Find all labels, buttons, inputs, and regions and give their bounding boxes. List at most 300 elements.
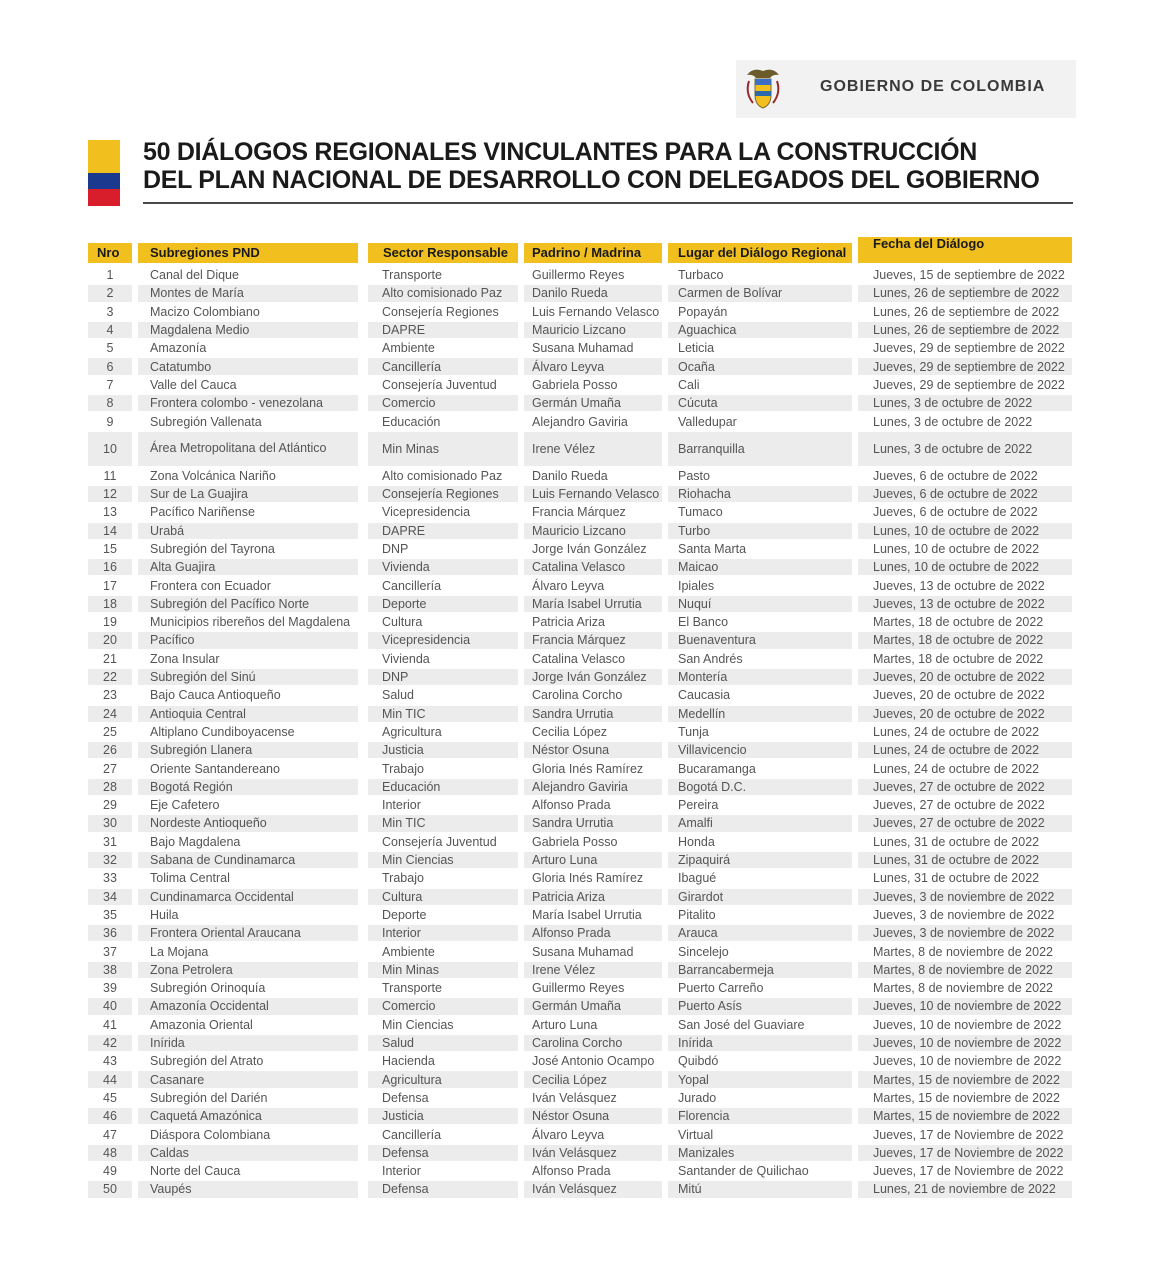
table-row [88, 1070, 1072, 1088]
row-sector: Salud [382, 688, 414, 703]
row-fecha: Martes, 15 de noviembre de 2022 [858, 1108, 1072, 1124]
row-number: 46 [88, 1108, 132, 1124]
row-padrino: Arturo Luna [532, 1017, 598, 1032]
table-row [88, 1144, 1072, 1162]
row-padrino: Luis Fernando Velasco [532, 304, 660, 319]
row-padrino: Sandra Urrutia [524, 706, 662, 722]
table-row [88, 1016, 1072, 1034]
row-sector: Defensa [368, 1181, 518, 1197]
row-number: 9 [106, 414, 114, 429]
row-lugar: Barranquilla [668, 432, 852, 466]
table-row [88, 961, 1072, 979]
row-subregion: Subregión del Tayrona [150, 542, 275, 556]
row-lugar: Jurado [678, 1090, 717, 1105]
row-fecha: Jueves, 17 de Noviembre de 2022 [873, 1164, 1064, 1179]
row-lugar: El Banco [678, 615, 729, 630]
row-number: 10 [88, 432, 132, 466]
row-number: 15 [103, 542, 117, 556]
row-sector: Justicia [368, 742, 518, 758]
row-fecha: Jueves, 27 de octubre de 2022 [858, 779, 1072, 795]
row-sector: Consejería Juventud [382, 377, 497, 392]
row-padrino: Guillermo Reyes [532, 268, 625, 283]
row-subregion: Eje Cafetero [150, 798, 220, 813]
table-row [88, 595, 1072, 613]
row-number: 4 [88, 322, 132, 338]
row-lugar: Montería [668, 669, 852, 685]
row-sector: Min Ciencias [368, 852, 518, 868]
table-row [88, 303, 1072, 321]
row-subregion: Diáspora Colombiana [150, 1127, 271, 1142]
row-padrino: Jorge Iván González [524, 669, 662, 685]
row-fecha: Lunes, 10 de octubre de 2022 [858, 559, 1072, 575]
row-subregion: Valle del Cauca [150, 377, 237, 392]
row-sector: Cancillería [382, 1127, 442, 1142]
row-lugar: San Andrés [678, 651, 743, 666]
row-lugar: Amalfi [668, 815, 852, 831]
table-row [88, 540, 1072, 558]
row-subregion: Zona Petrolera [138, 962, 358, 978]
row-number: 6 [88, 358, 132, 374]
row-number: 35 [103, 907, 117, 922]
row-sector: Ambiente [382, 944, 435, 959]
row-fecha: Martes, 8 de noviembre de 2022 [858, 962, 1072, 978]
row-number: 21 [103, 651, 117, 666]
row-lugar: Pereira [678, 798, 719, 813]
table-row [88, 705, 1072, 723]
row-subregion: Oriente Santandereano [150, 761, 280, 776]
row-padrino: Arturo Luna [524, 852, 662, 868]
table-row [88, 321, 1072, 339]
row-sector: Interior [382, 1164, 421, 1179]
table-header [88, 236, 1072, 263]
row-number: 3 [106, 304, 114, 319]
row-lugar: Florencia [668, 1108, 852, 1124]
table-row [88, 942, 1072, 960]
row-padrino: Iván Velásquez [532, 1090, 617, 1105]
row-number: 25 [103, 724, 117, 739]
row-number: 42 [88, 1035, 132, 1051]
row-fecha: Martes, 8 de noviembre de 2022 [873, 944, 1053, 959]
row-sector: Min Minas [368, 432, 518, 466]
row-number: 33 [103, 871, 117, 886]
row-lugar: Ocaña [668, 358, 852, 374]
row-number: 14 [88, 523, 132, 539]
row-fecha: Lunes, 24 de octubre de 2022 [873, 761, 1040, 776]
row-sector: Min TIC [368, 706, 518, 722]
row-fecha: Jueves, 13 de octubre de 2022 [873, 578, 1045, 593]
row-subregion: Pacífico [138, 632, 358, 648]
row-subregion: Montes de María [138, 285, 358, 301]
row-sector: Agricultura [368, 1071, 518, 1087]
row-fecha: Martes, 8 de noviembre de 2022 [873, 981, 1053, 996]
row-padrino: José Antonio Ocampo [532, 1054, 655, 1069]
row-sector: DNP [382, 542, 409, 556]
row-fecha: Jueves, 13 de octubre de 2022 [858, 596, 1072, 612]
row-number: 38 [88, 962, 132, 978]
row-lugar: Ibagué [678, 871, 717, 886]
row-subregion: Macizo Colombiano [150, 304, 260, 319]
row-sector: DAPRE [368, 322, 518, 338]
row-subregion: Urabá [138, 523, 358, 539]
row-number: 5 [106, 341, 114, 356]
row-subregion: Sabana de Cundinamarca [138, 852, 358, 868]
row-number: 44 [88, 1071, 132, 1087]
row-number: 19 [103, 615, 117, 630]
row-subregion: Subregión Vallenata [150, 414, 262, 429]
row-lugar: Puerto Carreño [678, 981, 764, 996]
row-fecha: Lunes, 10 de octubre de 2022 [858, 523, 1072, 539]
row-padrino: Francia Márquez [532, 505, 626, 520]
header-lugar: Lugar del Diálogo Regional [668, 243, 852, 263]
table-row [88, 284, 1072, 302]
row-subregion: Caquetá Amazónica [138, 1108, 358, 1124]
table-row [88, 833, 1072, 851]
row-lugar: Aguachica [668, 322, 852, 338]
row-subregion: Bajo Cauca Antioqueño [150, 688, 281, 703]
table-row [88, 412, 1072, 430]
table-row [88, 668, 1072, 686]
table-row [88, 1162, 1072, 1180]
row-sector: Educación [368, 779, 518, 795]
dialogues-table [88, 236, 1072, 1199]
row-subregion: Catatumbo [138, 358, 358, 374]
row-padrino: Néstor Osuna [524, 742, 662, 758]
table-row [88, 613, 1072, 631]
row-padrino: Danilo Rueda [532, 468, 608, 483]
title-divider [143, 202, 1073, 204]
row-number: 36 [88, 925, 132, 941]
row-fecha: Jueves, 3 de noviembre de 2022 [873, 907, 1055, 922]
row-fecha: Jueves, 27 de octubre de 2022 [873, 798, 1045, 813]
table-row [88, 723, 1072, 741]
row-padrino: Alfonso Prada [524, 925, 662, 941]
row-number: 20 [88, 632, 132, 648]
row-subregion: Huila [150, 907, 179, 922]
row-subregion: Canal del Dique [150, 268, 239, 283]
table-row [88, 979, 1072, 997]
row-subregion: Frontera con Ecuador [150, 578, 271, 593]
row-fecha: Jueves, 3 de noviembre de 2022 [858, 925, 1072, 941]
row-padrino: Susana Muhamad [532, 944, 634, 959]
row-fecha: Jueves, 17 de Noviembre de 2022 [858, 1145, 1072, 1161]
row-subregion: Frontera Oriental Araucana [138, 925, 358, 941]
row-lugar: Honda [678, 834, 715, 849]
row-fecha: Jueves, 20 de octubre de 2022 [858, 706, 1072, 722]
row-lugar: Virtual [678, 1127, 714, 1142]
row-fecha: Martes, 15 de noviembre de 2022 [858, 1071, 1072, 1087]
row-number: 48 [88, 1145, 132, 1161]
row-fecha: Lunes, 26 de septiembre de 2022 [858, 322, 1072, 338]
row-sector: Alto comisionado Paz [382, 468, 503, 483]
row-fecha: Martes, 18 de octubre de 2022 [873, 651, 1044, 666]
table-row [88, 851, 1072, 869]
row-number: 39 [103, 981, 117, 996]
row-sector: Min Ciencias [382, 1017, 454, 1032]
row-fecha: Jueves, 29 de septiembre de 2022 [873, 377, 1065, 392]
row-padrino: Jorge Iván González [532, 542, 647, 556]
row-sector: Transporte [382, 981, 442, 996]
row-fecha: Jueves, 10 de noviembre de 2022 [858, 998, 1072, 1014]
row-fecha: Jueves, 6 de octubre de 2022 [873, 505, 1038, 520]
row-padrino: Alejandro Gaviria [524, 779, 662, 795]
row-sector: Hacienda [382, 1054, 435, 1069]
row-sector: Consejería Regiones [368, 486, 518, 502]
row-number: 8 [88, 395, 132, 411]
row-sector: Consejería Regiones [382, 304, 499, 319]
row-subregion: Antioquia Central [138, 706, 358, 722]
row-sector: Trabajo [382, 761, 424, 776]
row-sector: Alto comisionado Paz [368, 285, 518, 301]
row-number: 41 [103, 1017, 117, 1032]
row-padrino: Gabriela Posso [532, 377, 618, 392]
row-sector: Consejería Juventud [382, 834, 497, 849]
row-sector: Comercio [368, 395, 518, 411]
row-lugar: Popayán [678, 304, 728, 319]
row-lugar: Girardot [668, 889, 852, 905]
row-lugar: Turbaco [678, 268, 724, 283]
row-fecha: Lunes, 21 de noviembre de 2022 [858, 1181, 1072, 1197]
row-padrino: Carolina Corcho [524, 1035, 662, 1051]
row-number: 37 [103, 944, 117, 959]
row-sector: Interior [368, 925, 518, 941]
row-padrino: Álvaro Leyva [532, 1127, 605, 1142]
row-fecha: Lunes, 24 de octubre de 2022 [858, 742, 1072, 758]
row-lugar: Quibdó [678, 1054, 719, 1069]
row-lugar: Riohacha [668, 486, 852, 502]
row-padrino: Alfonso Prada [532, 1164, 611, 1179]
row-sector: Cultura [382, 615, 423, 630]
row-lugar: Caucasia [678, 688, 731, 703]
row-number: 34 [88, 889, 132, 905]
row-subregion: Inírida [138, 1035, 358, 1051]
row-fecha: Lunes, 10 de octubre de 2022 [873, 542, 1040, 556]
row-lugar: Sincelejo [678, 944, 729, 959]
table-row [88, 686, 1072, 704]
row-sector: Cancillería [368, 358, 518, 374]
row-subregion: Altiplano Cundiboyacense [150, 724, 295, 739]
row-number: 24 [88, 706, 132, 722]
row-lugar: Villavicencio [668, 742, 852, 758]
row-lugar: Yopal [668, 1071, 852, 1087]
row-lugar: Santa Marta [678, 542, 747, 556]
coat-of-arms-icon [743, 65, 783, 111]
row-number: 31 [103, 834, 117, 849]
page-title [143, 138, 1103, 194]
row-padrino: Cecilia López [524, 1071, 662, 1087]
row-lugar: Pasto [678, 468, 710, 483]
header-nro: Nro [88, 243, 132, 263]
row-sector: Defensa [368, 1145, 518, 1161]
header-subregion: Subregiones PND [138, 243, 358, 263]
row-padrino: Catalina Velasco [532, 651, 626, 666]
row-subregion: Subregión del Atrato [150, 1054, 264, 1069]
table-row [88, 1180, 1072, 1198]
row-number: 16 [88, 559, 132, 575]
row-lugar: Nuquí [668, 596, 852, 612]
row-padrino: Mauricio Lizcano [524, 322, 662, 338]
row-subregion: Subregión del Pacífico Norte [138, 596, 358, 612]
row-fecha: Jueves, 10 de noviembre de 2022 [873, 1017, 1062, 1032]
row-number: 47 [103, 1127, 117, 1142]
row-number: 18 [88, 596, 132, 612]
table-row [88, 869, 1072, 887]
row-fecha: Martes, 18 de octubre de 2022 [858, 632, 1072, 648]
row-number: 40 [88, 998, 132, 1014]
row-subregion: Tolima Central [150, 871, 230, 886]
row-lugar: Arauca [668, 925, 852, 941]
row-subregion: Subregión del Sinú [138, 669, 358, 685]
row-subregion: Área Metropolitana del Atlántico [138, 432, 358, 466]
row-sector: Min Minas [368, 962, 518, 978]
row-lugar: Leticia [678, 341, 715, 356]
table-row [88, 467, 1072, 485]
row-number: 17 [103, 578, 117, 593]
table-row [88, 888, 1072, 906]
table-row [88, 741, 1072, 759]
row-padrino: Irene Vélez [524, 432, 662, 466]
table-row [88, 376, 1072, 394]
row-sector: Deporte [368, 596, 518, 612]
table-row [88, 1052, 1072, 1070]
row-fecha: Jueves, 17 de Noviembre de 2022 [873, 1127, 1064, 1142]
row-fecha: Lunes, 31 de octubre de 2022 [873, 871, 1040, 886]
row-sector: DAPRE [368, 523, 518, 539]
table-row [88, 1125, 1072, 1143]
table-row [88, 357, 1072, 375]
row-lugar: Cúcuta [668, 395, 852, 411]
row-lugar: Pitalito [678, 907, 716, 922]
row-number: 50 [88, 1181, 132, 1197]
row-fecha: Lunes, 26 de septiembre de 2022 [858, 285, 1072, 301]
row-sector: Justicia [368, 1108, 518, 1124]
row-lugar: Turbo [668, 523, 852, 539]
row-number: 45 [103, 1090, 117, 1105]
row-subregion: Zona Volcánica Nariño [150, 468, 276, 483]
table-row [88, 631, 1072, 649]
row-fecha: Jueves, 3 de noviembre de 2022 [858, 889, 1072, 905]
row-subregion: Subregión Llanera [138, 742, 358, 758]
row-lugar: Barrancabermeja [668, 962, 852, 978]
row-lugar: Carmen de Bolívar [668, 285, 852, 301]
row-padrino: Néstor Osuna [524, 1108, 662, 1124]
table-row [88, 814, 1072, 832]
row-fecha: Lunes, 3 de octubre de 2022 [873, 414, 1033, 429]
row-lugar: Mitú [668, 1181, 852, 1197]
row-lugar: Zipaquirá [668, 852, 852, 868]
row-lugar: Santander de Quilichao [678, 1164, 809, 1179]
row-fecha: Lunes, 31 de octubre de 2022 [873, 834, 1040, 849]
row-padrino: Iván Velásquez [524, 1145, 662, 1161]
row-subregion: Casanare [138, 1071, 358, 1087]
table-row [88, 266, 1072, 284]
row-padrino: Patricia Ariza [532, 615, 605, 630]
row-padrino: Gabriela Posso [532, 834, 618, 849]
table-row [88, 522, 1072, 540]
row-padrino: Catalina Velasco [524, 559, 662, 575]
row-number: 26 [88, 742, 132, 758]
row-fecha: Jueves, 6 de octubre de 2022 [873, 468, 1038, 483]
row-padrino: Álvaro Leyva [532, 578, 605, 593]
row-subregion: Alta Guajira [138, 559, 358, 575]
table-row [88, 759, 1072, 777]
row-padrino: Alejandro Gaviria [532, 414, 628, 429]
row-padrino: Germán Umaña [524, 395, 662, 411]
row-sector: Deporte [382, 907, 427, 922]
table-row [88, 394, 1072, 412]
row-subregion: La Mojana [150, 944, 209, 959]
row-subregion: Zona Insular [150, 651, 220, 666]
row-sector: Cancillería [382, 578, 442, 593]
row-sector: Agricultura [382, 724, 442, 739]
row-fecha: Martes, 15 de noviembre de 2022 [873, 1090, 1060, 1105]
row-fecha: Jueves, 10 de noviembre de 2022 [873, 1054, 1062, 1069]
table-row [88, 1089, 1072, 1107]
row-padrino: Álvaro Leyva [524, 358, 662, 374]
row-padrino: María Isabel Urrutia [524, 596, 662, 612]
row-number: 43 [103, 1054, 117, 1069]
row-number: 11 [103, 468, 117, 483]
row-fecha: Jueves, 29 de septiembre de 2022 [873, 341, 1065, 356]
row-padrino: Mauricio Lizcano [524, 523, 662, 539]
row-padrino: Sandra Urrutia [524, 815, 662, 831]
row-number: 1 [106, 268, 114, 283]
row-padrino: Francia Márquez [524, 632, 662, 648]
row-lugar: Bogotá D.C. [668, 779, 852, 795]
row-subregion: Nordeste Antioqueño [138, 815, 358, 831]
row-number: 27 [103, 761, 117, 776]
row-sector: Vivienda [382, 651, 430, 666]
row-sector: Min TIC [368, 815, 518, 831]
row-subregion: Amazonía Occidental [138, 998, 358, 1014]
row-sector: Ambiente [382, 341, 435, 356]
government-label: GOBIERNO DE COLOMBIA [820, 78, 1046, 95]
row-padrino: Alfonso Prada [532, 798, 611, 813]
row-number: 22 [88, 669, 132, 685]
row-lugar: Tumaco [678, 505, 723, 520]
row-sector: Educación [382, 414, 441, 429]
table-row [88, 503, 1072, 521]
row-subregion: Bogotá Región [138, 779, 358, 795]
row-sector: Vicepresidencia [368, 632, 518, 648]
row-sector: Comercio [368, 998, 518, 1014]
row-fecha: Jueves, 27 de octubre de 2022 [858, 815, 1072, 831]
table-row [88, 650, 1072, 668]
row-sector: Transporte [382, 268, 442, 283]
row-padrino: María Isabel Urrutia [532, 907, 642, 922]
row-fecha: Lunes, 31 de octubre de 2022 [858, 852, 1072, 868]
row-sector: Salud [368, 1035, 518, 1051]
row-lugar: Tunja [678, 724, 709, 739]
table-row [88, 1107, 1072, 1125]
row-number: 32 [88, 852, 132, 868]
row-padrino: Gloria Inés Ramírez [532, 761, 644, 776]
row-lugar: Valledupar [678, 414, 737, 429]
title-line-2: DEL PLAN NACIONAL DE DESARROLLO CON DELEGADOS DEL GOBIERNO [143, 166, 1040, 194]
row-fecha: Jueves, 20 de octubre de 2022 [873, 688, 1045, 703]
title-line-1: 50 DIÁLOGOS REGIONALES VINCULANTES PARA LA CONSTRUCCIÓN [143, 138, 978, 166]
row-fecha: Lunes, 24 de octubre de 2022 [873, 724, 1040, 739]
row-subregion: Amazonia Oriental [150, 1017, 253, 1032]
row-padrino: Danilo Rueda [524, 285, 662, 301]
row-subregion: Subregión Orinoquía [150, 981, 266, 996]
row-fecha: Jueves, 20 de octubre de 2022 [858, 669, 1072, 685]
row-fecha: Jueves, 10 de noviembre de 2022 [858, 1035, 1072, 1051]
table-row [88, 924, 1072, 942]
table-row [88, 431, 1072, 467]
row-lugar: Ipiales [678, 578, 715, 593]
row-padrino: Germán Umaña [524, 998, 662, 1014]
row-number: 49 [103, 1164, 117, 1179]
